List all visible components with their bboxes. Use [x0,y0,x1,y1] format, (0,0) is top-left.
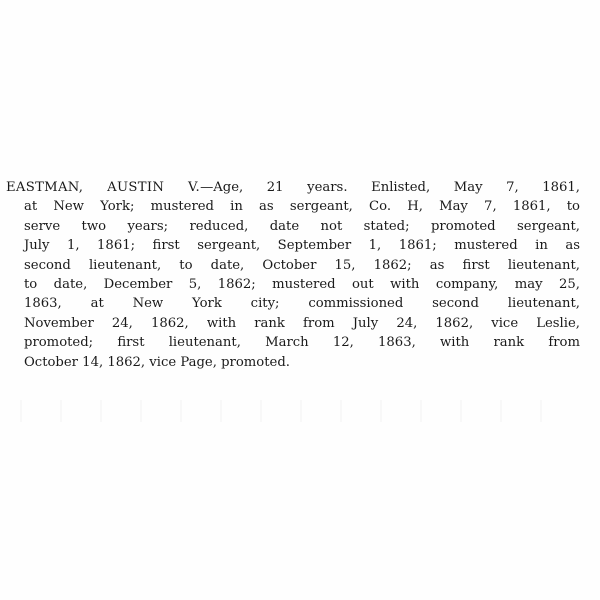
entry-line-6: to date, December 5, 1862; mustered out with company, may 25, [24,276,580,292]
biographical-entry [6,178,580,372]
entry-line-5: second lieutenant, to date, October 15, 1862; as first lieutenant, [24,257,580,273]
entry-line-7: 1863, at New York city; commissioned second lieutenant, [24,296,580,312]
entry-line-1 [6,178,580,197]
entry-line-9: promoted; first lieutenant, March 12, 1863, with rank from [24,335,580,351]
entry-line-4: July 1, 1861; first sergeant, September 1, 1861; mustered in as [24,238,580,254]
entry-line-2: at New York; mustered in as sergeant, Co. H, May 7, 1861, to [24,199,580,215]
entry-line-10: October 14, 1862, vice Page, promoted. [24,354,290,370]
entry-line-3: serve two years; reduced, date not stated; promoted sergeant, [24,218,580,234]
page-bleed-through [20,400,580,422]
entry-name: EASTMAN, AUSTIN V. [6,180,201,195]
entry-line-8: November 24, 1862, with rank from July 24, 1862, vice Leslie, [24,315,580,331]
entry-line-text: —Age, 21 years. Enlisted, May 7, 1861, [200,180,580,195]
